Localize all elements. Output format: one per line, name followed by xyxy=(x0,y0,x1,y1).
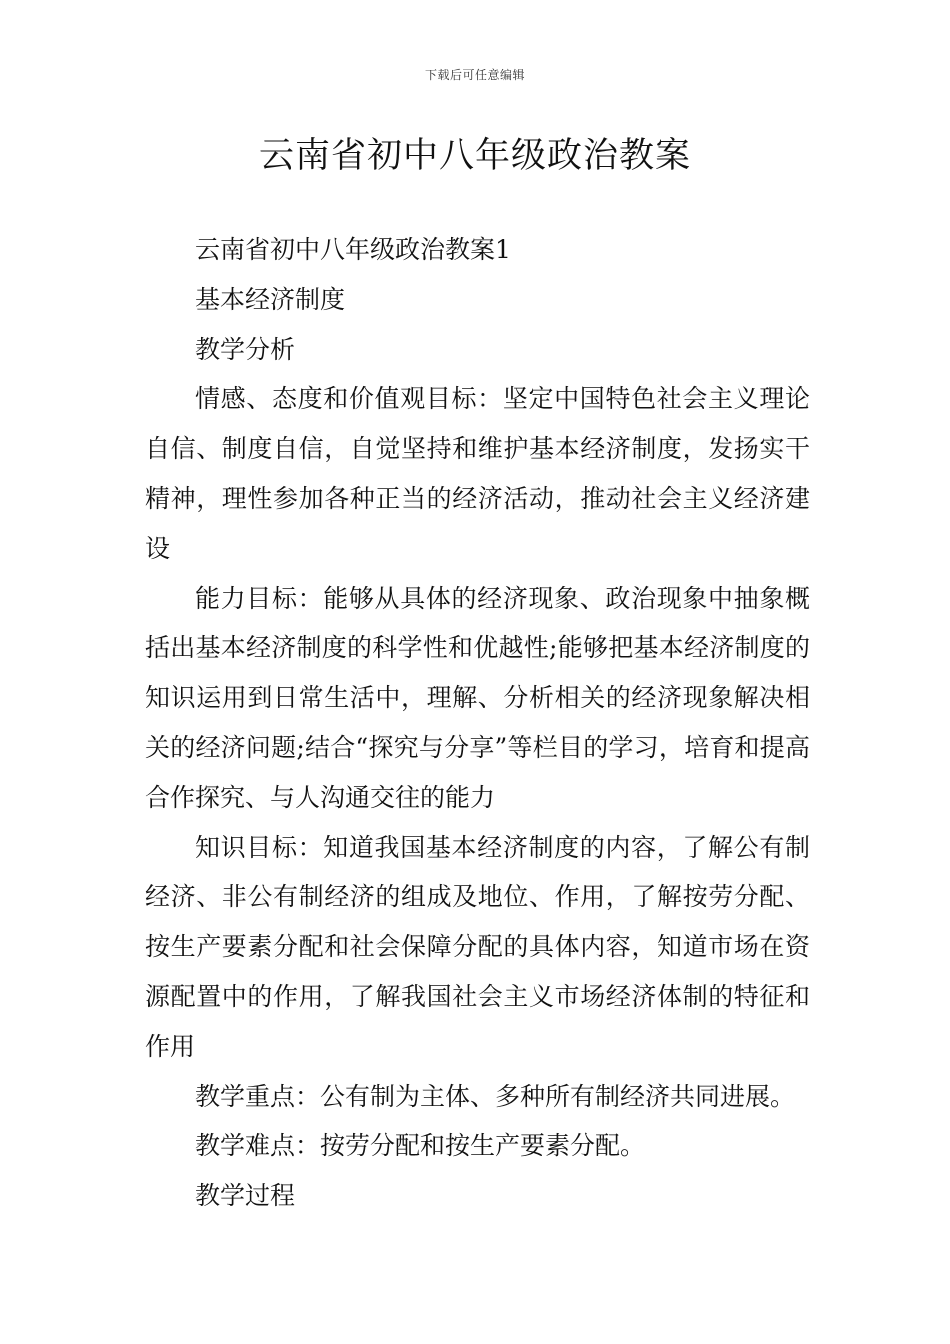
header-note: 下载后可任意编辑 xyxy=(424,68,525,82)
section-heading: 云南省初中八年级政治教案1 xyxy=(195,235,511,264)
paragraph-ability-goal: 能力目标：能够从具体的经济现象、政治现象中抽象概括出基本经济制度的科学性和优越性;能够把基本经济制度的知识运用到日常生活中，理解、分析相关的经济现象解决相关的经济问题;结合“探究与分享”等栏目的学习，培育和提高合作探究、与人沟通交往的能力 xyxy=(145,583,810,812)
paragraph-emotion-goal: 情感、态度和价值观目标：坚定中国特色社会主义理论自信、制度自信，自觉坚持和维护基本经济制度，发扬实干精神，理性参加各种正当的经济活动，推动社会主义经济建设 xyxy=(145,384,810,563)
section-subheading: 基本经济制度 xyxy=(195,284,346,314)
paragraph-teaching-difficulty: 教学难点：按劳分配和按生产要素分配。 xyxy=(195,1131,646,1161)
section-subheading: 教学分析 xyxy=(195,334,296,364)
paragraph-teaching-process: 教学过程 xyxy=(195,1181,296,1211)
document-body xyxy=(145,225,810,1221)
paragraph-knowledge-goal: 知识目标：知道我国基本经济制度的内容，了解公有制经济、非公有制经济的组成及地位、作用，了解按劳分配、按生产要素分配和社会保障分配的具体内容，知道市场在资源配置中的作用，了解我国社会主义市场经济体制的特征和作用 xyxy=(145,832,810,1061)
document-title: 云南省初中八年级政治教案 xyxy=(258,136,691,176)
paragraph-teaching-focus: 教学重点：公有制为主体、多种所有制经济共同进展。 xyxy=(195,1081,796,1111)
